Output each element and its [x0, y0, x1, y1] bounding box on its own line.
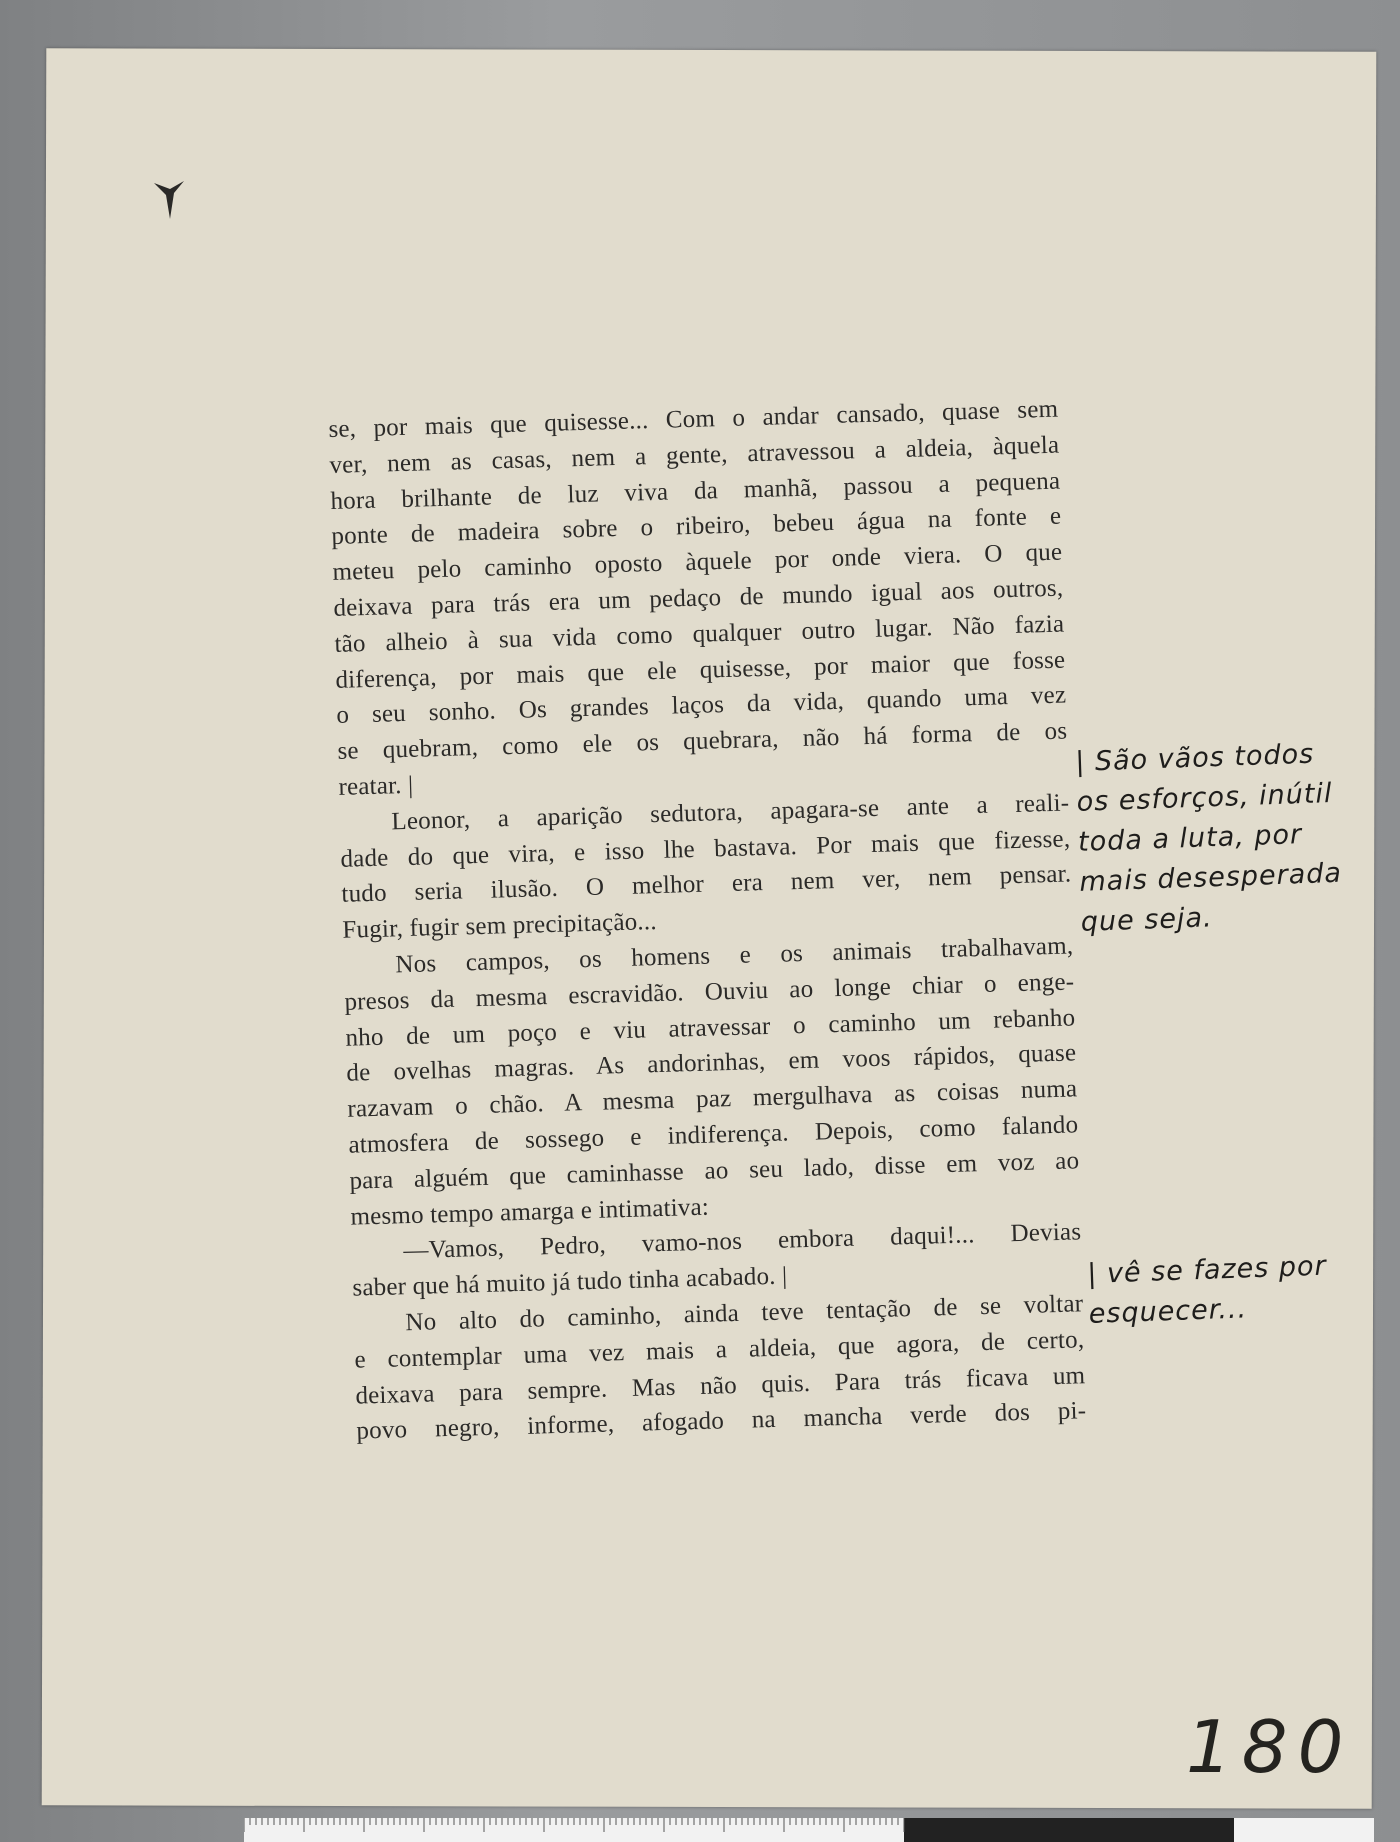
text-line-content: Nos campos, os homens e os animais trabalhavam, — [395, 932, 1074, 979]
handwritten-line: mais desesperada — [1078, 857, 1343, 898]
handwritten-line: | São vãos todos — [1074, 738, 1315, 778]
text-line-content: deixava para trás era um pedaço de mundo igual aos outros, — [333, 574, 1064, 622]
text-line-content: Fugir, fugir sem precipitação... — [342, 908, 658, 944]
text-line-content: povo negro, informe, afogado na mancha verde dos pi- — [356, 1397, 1087, 1445]
paragraph-indent — [343, 947, 396, 984]
text-line-content: tudo seria ilusão. O melhor era nem ver, nem pensar. — [341, 860, 1072, 909]
text-line-content: mesmo tempo amarga e intimativa: — [350, 1193, 710, 1231]
body-text — [328, 392, 1087, 1450]
text-line-content: ver, nem as casas, nem a gente, atravessou a aldeia, àquela — [329, 431, 1060, 479]
text-line-content: ponte de madeira sobre o ribeiro, bebeu água na fonte e — [331, 502, 1062, 551]
handwritten-line: os esforços, inútil — [1076, 777, 1333, 818]
text-line-content: reatar. | — [338, 771, 414, 801]
text-line-content: Leonor, a aparição sedutora, apagara-se ante a reali- — [391, 789, 1070, 836]
text-line-content: para alguém que caminhasse ao seu lado, disse em voz ao — [349, 1147, 1080, 1195]
paragraph-indent — [339, 804, 392, 841]
text-line-content: saber que há muito já tudo tinha acabado. | — [352, 1262, 788, 1302]
text-line-content: de ovelhas magras. As andorinhas, em voos rápidos, quase — [346, 1039, 1077, 1088]
text-line-content: se quebram, como ele os quebrara, não há forma de os — [337, 717, 1068, 766]
text-line-content: deixava para sempre. Mas não quis. Para trás ficava um — [355, 1361, 1086, 1410]
text-line-content: o seu sonho. Os grandes laços da vida, quando uma vez — [336, 681, 1067, 730]
paragraph-indent — [351, 1234, 404, 1271]
text-line-content: se, por mais que quisesse... Com o andar cansado, quase sem — [328, 395, 1059, 443]
handwritten-note-1 — [1075, 733, 1362, 943]
text-line-content: nho de um poço e viu atravessar o caminho um rebanho — [345, 1003, 1076, 1052]
handwritten-note-2 — [1087, 1245, 1370, 1335]
page-number: 180 — [1186, 1705, 1354, 1789]
text-line-content: hora brilhante de luz viva da manhã, passou a pequena — [330, 467, 1061, 515]
handwritten-line: | vê se fazes por — [1086, 1250, 1328, 1290]
text-line-content: meteu pelo caminho oposto àquele por onde viera. O que — [332, 538, 1063, 587]
handwritten-line: que seja. — [1080, 902, 1214, 938]
handwritten-line: esquecer... — [1088, 1293, 1248, 1330]
text-line-content: atmosfera de sossego e indiferença. Depois, como falando — [348, 1111, 1079, 1159]
text-line-content: No alto do caminho, ainda teve tentação de se voltar — [405, 1290, 1084, 1337]
handwritten-line: toda a luta, por — [1077, 819, 1303, 858]
text-line-content: presos da mesma escravidão. Ouviu ao longe chiar o enge- — [344, 968, 1075, 1016]
scale-ruler — [244, 1818, 1374, 1842]
text-line-content: —Vamos, Pedro, vamo-nos embora daqui!... Devias — [403, 1218, 1082, 1265]
paragraph-indent — [353, 1305, 406, 1342]
text-line-content: tão alheio à sua vida como qualquer outro lugar. Não fazia — [334, 610, 1065, 658]
text-line-content: razavam o chão. A mesma paz mergulhava as coisas numa — [347, 1075, 1078, 1123]
text-line-content: dade do que vira, e isso lhe bastava. Por mais que fizesse, — [340, 825, 1071, 873]
text-line-content: e contemplar uma vez mais a aldeia, que agora, de certo, — [354, 1325, 1085, 1374]
corner-mark-icon — [150, 175, 190, 225]
text-line-content: diferença, por mais que ele quisesse, por maior que fosse — [335, 646, 1066, 694]
